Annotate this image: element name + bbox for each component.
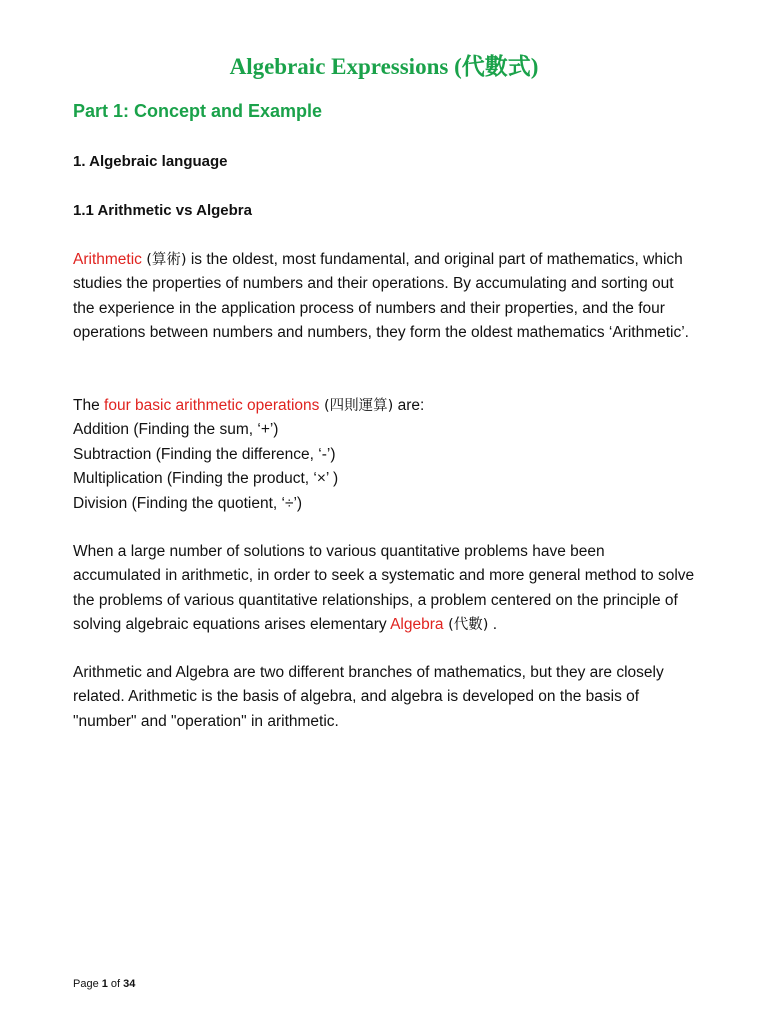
footer-of-label: of [107, 978, 124, 990]
paragraph-algebra-end: . [488, 616, 498, 634]
term-arithmetic-chinese: (算術) [146, 252, 187, 268]
footer-page-number: 1 [101, 978, 108, 990]
paragraph-relationship: Arithmetic and Algebra are two different branches of mathematics, but they are closely related. Arithmetic is the basis of algebra, and algebra is developed on the basis of "number" and "operation" in arithmetic. [73, 664, 664, 730]
operation-addition: Addition (Finding the sum, ‘+’) [73, 421, 279, 439]
term-four-operations: four basic arithmetic operations [104, 397, 320, 414]
operation-multiplication: Multiplication (Finding the product, ‘×’ ) [73, 470, 339, 488]
term-arithmetic: Arithmetic [73, 251, 142, 268]
page-footer [73, 978, 135, 990]
paragraph-algebra-text: When a large number of solutions to various quantitative problems have been accumulated in arithmetic, in order to seek a systematic and more general method to solve the problems of various quantitative relationships, a problem centered on the principle of solving algebraic equations arises elementary [73, 543, 695, 634]
section-heading-1-1: 1.1 Arithmetic vs Algebra [73, 202, 252, 219]
operations-intro-post: are: [393, 397, 425, 414]
operations-intro [73, 394, 695, 418]
operation-subtraction: Subtraction (Finding the difference, ‘-’) [73, 445, 336, 463]
part-heading: Part 1: Concept and Example [73, 101, 323, 121]
section-heading-1: 1. Algebraic language [73, 153, 228, 170]
footer-page-total: 34 [123, 978, 136, 990]
footer-page-label: Page [73, 978, 102, 990]
paragraph-algebra [73, 540, 695, 638]
operations-list [73, 394, 695, 516]
term-algebra-chinese: (代數) [443, 617, 489, 634]
operation-division: Division (Finding the quotient, ‘÷’) [73, 494, 303, 512]
document-title: Algebraic Expressions (代數式) [229, 54, 539, 79]
paragraph-arithmetic-text: is the oldest, most fundamental, and original part of mathematics, which studies the properties of numbers and their operations. By accumulating and sorting out the experience in the application process of numbers and their properties, and the four operations between numbers and numbers, they form the oldest mathematics ‘Arithmetic’. [73, 251, 689, 342]
term-algebra: Algebra [390, 616, 444, 634]
term-four-operations-chinese: (四則運算) [319, 398, 394, 414]
paragraph-arithmetic [73, 248, 695, 346]
operations-intro-pre: The [73, 397, 105, 414]
